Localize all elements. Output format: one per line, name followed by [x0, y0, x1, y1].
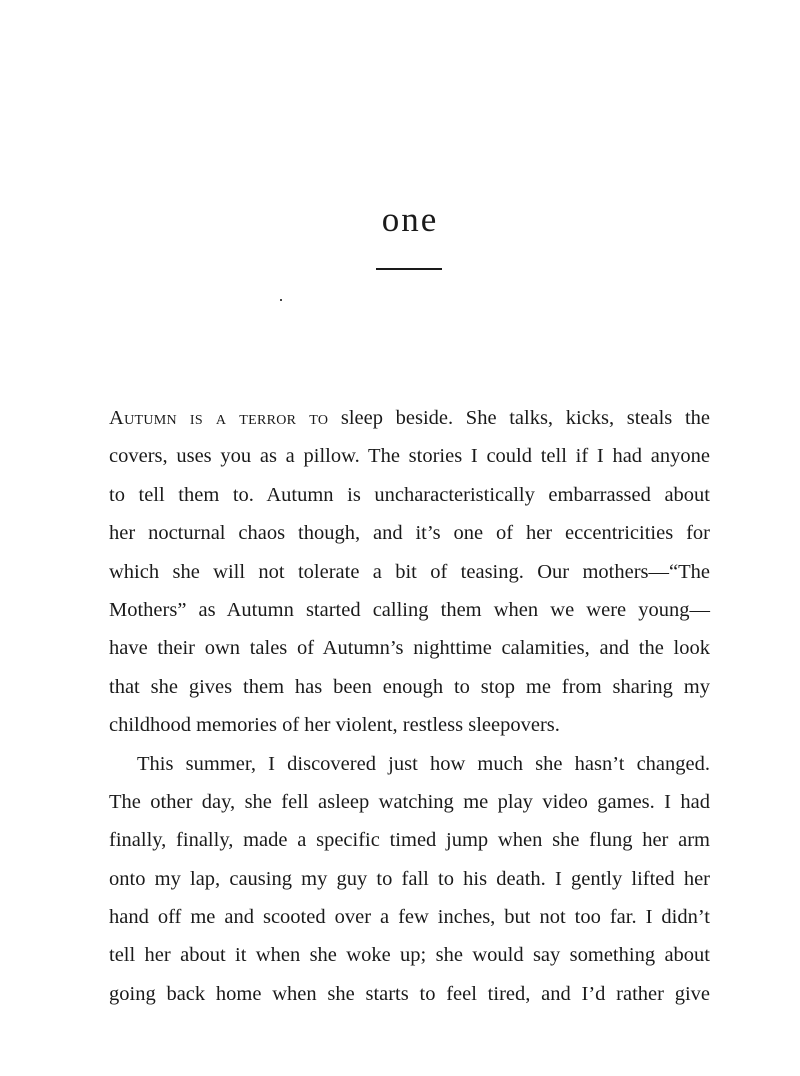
chapter-title: one: [381, 200, 439, 239]
text-line: This summer, I discovered just how much she hasn’t changed.: [137, 752, 710, 775]
text-line: that she gives them has been enough to stop me from sharing my: [109, 675, 710, 698]
text-line: her nocturnal chaos though, and it’s one of her eccentricities for: [109, 522, 710, 545]
paragraph-2: [109, 745, 710, 1014]
text-line: which she will not tolerate a bit of teasing. Our mothers—“The: [109, 560, 710, 583]
small-caps-lead-in: Autumn is a terror to: [109, 407, 329, 429]
text-line: [109, 399, 710, 437]
text-line: have their own tales of Autumn’s nighttime calamities, and the look: [109, 637, 710, 660]
text-line: going back home when she starts to feel tired, and I’d rather give: [109, 982, 710, 1005]
text-line: Mothers” as Autumn started calling them when we were young—: [109, 598, 710, 621]
text-line: covers, uses you as a pillow. The stories I could tell if I had anyone: [109, 445, 710, 468]
ink-speck: [280, 299, 282, 301]
text-line: hand off me and scooted over a few inches, but not too far. I didn’t: [109, 906, 710, 929]
text-line: childhood memories of her violent, restless sleepovers.: [109, 714, 560, 737]
text-line: tell her about it when she woke up; she would say something about: [109, 944, 710, 967]
text-line: to tell them to. Autumn is uncharacteristically embarrassed about: [109, 483, 710, 506]
title-rule: [376, 268, 442, 270]
text-line-content: sleep beside. She talks, kicks, steals the: [328, 407, 710, 429]
text-line: The other day, she fell asleep watching me play video games. I had: [109, 790, 710, 813]
text-line: onto my lap, causing my guy to fall to his death. I gently lifted her: [109, 867, 710, 890]
text-line: finally, finally, made a specific timed jump when she flung her arm: [109, 829, 710, 852]
paragraph-1: [109, 399, 710, 745]
chapter-body: [109, 399, 710, 1013]
